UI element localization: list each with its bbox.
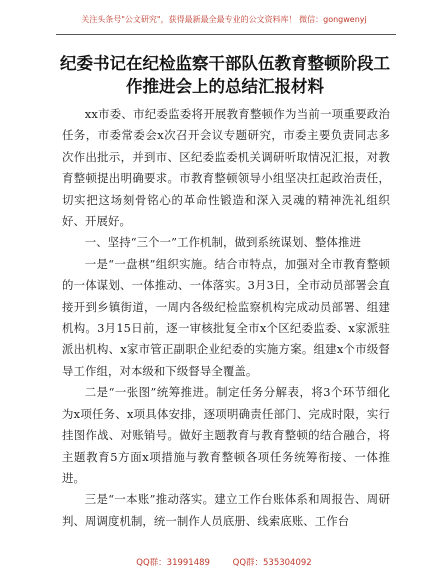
paragraph-1: 一是“一盘棋”组织实施。结合市特点，加强对全市教育整顿的一体谋划、一体推动、一体落实。3月3日，全市动员部署会直接开到乡镇街道，一周内各级纪检监察机构完成动员部署、组建机构。3月15日前，逐一审核批复全市x个区纪委监委、x家派驻派出机构、x家市管正副职企业纪委的实施方案。组建x个市级督导工作组，对本级和下级督导全覆盖。 [62, 256, 390, 378]
paragraph-intro: xx市委、市纪委监委将开展教育整顿作为当前一项重要政治任务，市委常委会x次召开会议专题研究，市委主要负责同志多次作出批示，并到市、区纪委监委机关调研听取情况汇报，对教育整顿提出明确要求。市教育整顿领导小组坚决扛起政治责任，切实把这场刻骨铭心的革命性锻造和深入灵魂的精神洗礼组织好、开展好。 [62, 107, 390, 229]
footer-qq-group-2: QQ群：535304092 [232, 558, 312, 568]
section-heading-1: 一、坚持“三个一”工作机制，做到系统谋划、整体推进 [84, 235, 361, 250]
document-body [62, 104, 390, 532]
paragraph-2: 二是“一张图”统筹推进。制定任务分解表，将3个环节细化为x项任务、x项具体安排，逐项明确责任部门、完成时限，实行挂图作战、对账销号。做好主题教育与教育整顿的结合融合，将主题教育5方面x项措施与教育整顿各项任务统筹衔接、一体推进。 [62, 385, 390, 485]
paragraph-3: 三是“一本账”推动落实。建立工作台账体系和周报告、周研判、周调度机制，统一制作人员底册、线索底账、工作台 [62, 492, 390, 528]
document-title: 纪委书记在纪检监察干部队伍教育整顿阶段工作推进会上的总结汇报材料 [60, 54, 390, 96]
header-divider [56, 34, 396, 35]
footer-qq-group-1: QQ群：31991489 [136, 558, 210, 568]
footer [0, 556, 448, 568]
header-note: 关注头条号"公文研究"，获得最新最全最专业的公文资料库！ 微信：gongwenyj [81, 15, 367, 24]
